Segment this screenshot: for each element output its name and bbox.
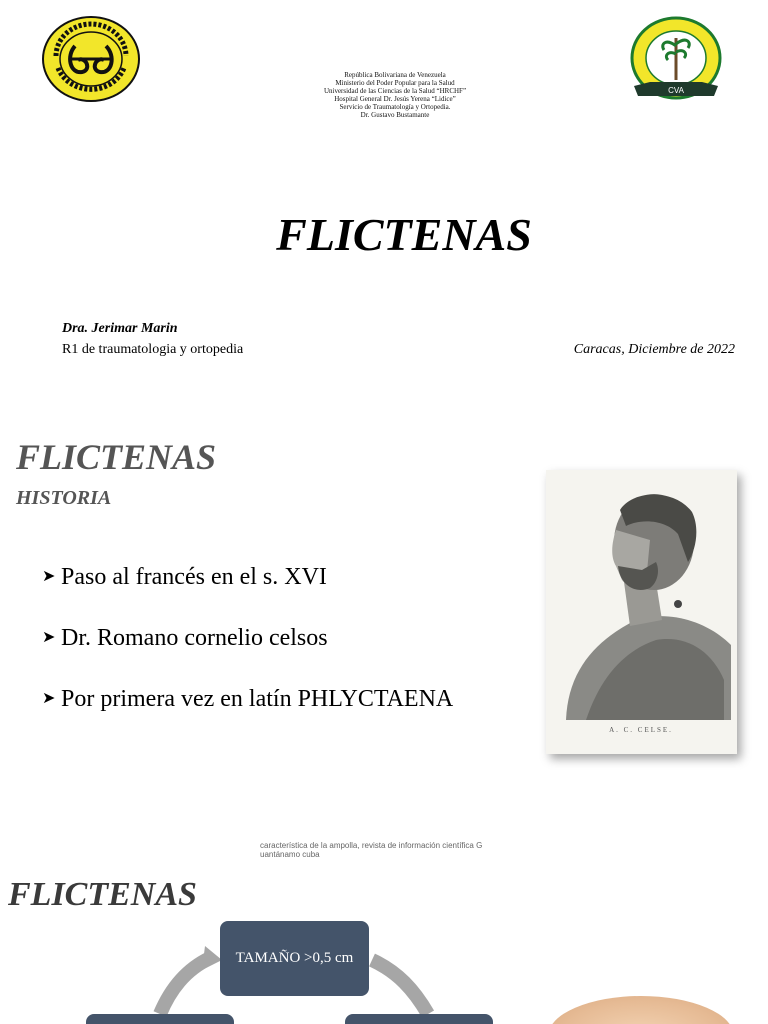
arrow-bullet-icon: ➤ xyxy=(42,568,56,585)
svg-text:CVA: CVA xyxy=(668,86,684,95)
arrow-bullet-icon: ➤ xyxy=(42,690,56,707)
cycle-box-right xyxy=(345,1014,493,1024)
list-item xyxy=(42,564,453,625)
cycle-box-left xyxy=(86,1014,234,1024)
header-line: República Bolivariana de Venezuela xyxy=(344,71,446,79)
place-and-date: Caracas, Diciembre de 2022 xyxy=(573,342,735,357)
slide-title xyxy=(0,0,768,395)
header-line: Universidad de las Ciencias de la Salud “HRCHF” xyxy=(323,87,467,95)
list-item xyxy=(42,686,453,747)
cycle-arrow-icon xyxy=(202,946,222,970)
presentation-title: FLICTENAS xyxy=(276,209,532,260)
header-line: Servicio de Traumatología y Ortopedia. xyxy=(339,103,451,111)
slide-title: FLICTENAS xyxy=(8,876,197,913)
bullet-text: Dr. Romano cornelio celsos xyxy=(61,625,328,651)
slide-subtitle: HISTORIA xyxy=(16,487,112,509)
celsus-portrait xyxy=(546,470,737,754)
header-line: Hospital General Dr. Jesús Yerena “Lidice” xyxy=(334,95,456,103)
slide-characteristics xyxy=(0,800,768,1024)
cycle-box-size: TAMAÑO >0,5 cm xyxy=(220,921,369,996)
header-line: Dr. Gustavo Bustamante xyxy=(360,111,430,119)
bullet-text: Paso al francés en el s. XVI xyxy=(61,564,327,590)
institution-header xyxy=(300,71,490,119)
cycle-diagram-arrows xyxy=(0,800,768,1024)
portrait-caption: A. C. CELSE. xyxy=(609,726,673,734)
author-role: R1 de traumatologia y ortopedia xyxy=(62,342,244,357)
list-item xyxy=(42,625,453,686)
source-note: característica de la ampolla, revista de información científica G uantánamo cuba xyxy=(260,841,483,859)
orthopedics-service-logo xyxy=(630,16,722,110)
author-name: Dra. Jerimar Marin xyxy=(62,321,178,336)
arrow-bullet-icon: ➤ xyxy=(42,629,56,646)
slide-history xyxy=(0,400,768,790)
bullet-list xyxy=(42,564,453,747)
slide-title: FLICTENAS xyxy=(16,437,217,477)
hospital-logo xyxy=(42,16,140,102)
bullet-text: Por primera vez en latín PHLYCTAENA xyxy=(61,686,454,712)
header-line: Ministerio del Poder Popular para la Salud xyxy=(335,79,455,87)
